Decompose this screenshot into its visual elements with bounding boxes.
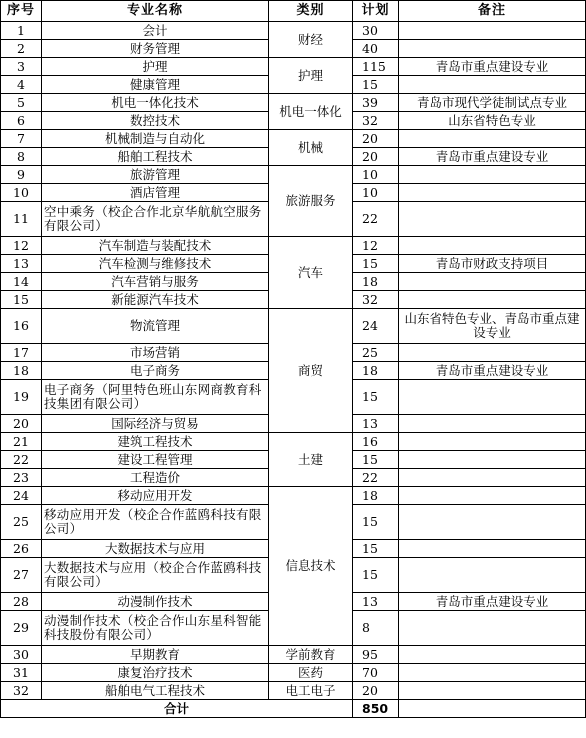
note-cell	[399, 540, 586, 558]
header-no: 序号	[1, 1, 42, 22]
plan-count: 18	[353, 487, 399, 505]
major-name: 船舶工程技术	[42, 148, 269, 166]
plan-count: 12	[353, 237, 399, 255]
note-cell: 青岛市财政支持项目	[399, 255, 586, 273]
row-no: 12	[1, 237, 42, 255]
total-note	[399, 700, 586, 718]
table-row	[1, 94, 586, 112]
note-cell	[399, 611, 586, 646]
table-row	[1, 58, 586, 76]
major-name: 康复治疗技术	[42, 664, 269, 682]
note-cell: 山东省特色专业	[399, 112, 586, 130]
note-cell: 青岛市重点建设专业	[399, 593, 586, 611]
total-label: 合计	[1, 700, 353, 718]
row-no: 25	[1, 505, 42, 540]
plan-count: 70	[353, 664, 399, 682]
row-no: 28	[1, 593, 42, 611]
category-cell: 土建	[269, 433, 353, 487]
category-cell: 电工电子	[269, 682, 353, 700]
row-no: 29	[1, 611, 42, 646]
plan-count: 15	[353, 558, 399, 593]
header-row	[1, 1, 586, 22]
plan-count: 15	[353, 76, 399, 94]
note-cell	[399, 166, 586, 184]
plan-count: 20	[353, 682, 399, 700]
major-name: 大数据技术与应用	[42, 540, 269, 558]
major-name: 早期教育	[42, 646, 269, 664]
major-name: 财务管理	[42, 40, 269, 58]
note-cell	[399, 344, 586, 362]
plan-count: 22	[353, 469, 399, 487]
row-no: 19	[1, 380, 42, 415]
note-cell	[399, 415, 586, 433]
note-cell	[399, 664, 586, 682]
major-name: 电子商务（阿里特色班山东网商教育科技集团有限公司）	[42, 380, 269, 415]
table-row	[1, 166, 586, 184]
row-no: 15	[1, 291, 42, 309]
plan-count: 40	[353, 40, 399, 58]
note-cell	[399, 40, 586, 58]
note-cell	[399, 22, 586, 40]
major-name: 汽车制造与装配技术	[42, 237, 269, 255]
major-name: 机械制造与自动化	[42, 130, 269, 148]
plan-count: 39	[353, 94, 399, 112]
row-no: 16	[1, 309, 42, 344]
major-name: 数控技术	[42, 112, 269, 130]
header-plan: 计划	[353, 1, 399, 22]
major-name: 建设工程管理	[42, 451, 269, 469]
row-no: 10	[1, 184, 42, 202]
row-no: 30	[1, 646, 42, 664]
plan-count: 18	[353, 273, 399, 291]
row-no: 2	[1, 40, 42, 58]
major-name: 机电一体化技术	[42, 94, 269, 112]
plan-count: 25	[353, 344, 399, 362]
major-name: 新能源汽车技术	[42, 291, 269, 309]
row-no: 3	[1, 58, 42, 76]
row-no: 22	[1, 451, 42, 469]
note-cell	[399, 76, 586, 94]
row-no: 11	[1, 202, 42, 237]
row-no: 31	[1, 664, 42, 682]
row-no: 18	[1, 362, 42, 380]
table-row	[1, 130, 586, 148]
plan-count: 13	[353, 415, 399, 433]
major-name: 市场营销	[42, 344, 269, 362]
major-name: 建筑工程技术	[42, 433, 269, 451]
plan-count: 15	[353, 380, 399, 415]
note-cell	[399, 505, 586, 540]
note-cell: 青岛市重点建设专业	[399, 58, 586, 76]
major-name: 大数据技术与应用（校企合作蓝鸥科技有限公司）	[42, 558, 269, 593]
row-no: 21	[1, 433, 42, 451]
plan-count: 24	[353, 309, 399, 344]
plan-count: 15	[353, 451, 399, 469]
row-no: 8	[1, 148, 42, 166]
table-row	[1, 309, 586, 344]
category-cell: 学前教育	[269, 646, 353, 664]
major-name: 健康管理	[42, 76, 269, 94]
table-row	[1, 237, 586, 255]
major-name: 移动应用开发（校企合作蓝鸥科技有限公司）	[42, 505, 269, 540]
plan-count: 8	[353, 611, 399, 646]
note-cell	[399, 646, 586, 664]
note-cell: 青岛市重点建设专业	[399, 148, 586, 166]
note-cell	[399, 682, 586, 700]
row-no: 1	[1, 22, 42, 40]
plan-count: 22	[353, 202, 399, 237]
note-cell	[399, 291, 586, 309]
plan-count: 13	[353, 593, 399, 611]
major-name: 船舶电气工程技术	[42, 682, 269, 700]
header-name: 专业名称	[42, 1, 269, 22]
plan-count: 20	[353, 130, 399, 148]
table-row	[1, 664, 586, 682]
major-name: 工程造价	[42, 469, 269, 487]
row-no: 17	[1, 344, 42, 362]
row-no: 23	[1, 469, 42, 487]
major-name: 酒店管理	[42, 184, 269, 202]
table-row	[1, 433, 586, 451]
major-name: 汽车营销与服务	[42, 273, 269, 291]
plan-count: 15	[353, 505, 399, 540]
category-cell: 商贸	[269, 309, 353, 433]
total-plan: 850	[353, 700, 399, 718]
major-name: 电子商务	[42, 362, 269, 380]
major-name: 旅游管理	[42, 166, 269, 184]
note-cell	[399, 451, 586, 469]
major-name: 汽车检测与维修技术	[42, 255, 269, 273]
row-no: 9	[1, 166, 42, 184]
header-note: 备注	[399, 1, 586, 22]
major-name: 空中乘务（校企合作北京华航航空服务有限公司）	[42, 202, 269, 237]
row-no: 6	[1, 112, 42, 130]
row-no: 26	[1, 540, 42, 558]
row-no: 32	[1, 682, 42, 700]
category-cell: 财经	[269, 22, 353, 58]
major-name: 会计	[42, 22, 269, 40]
note-cell	[399, 433, 586, 451]
plan-count: 10	[353, 184, 399, 202]
category-cell: 机电一体化	[269, 94, 353, 130]
category-cell: 信息技术	[269, 487, 353, 646]
table-row	[1, 22, 586, 40]
major-name: 护理	[42, 58, 269, 76]
plan-count: 18	[353, 362, 399, 380]
plan-count: 10	[353, 166, 399, 184]
row-no: 4	[1, 76, 42, 94]
category-cell: 汽车	[269, 237, 353, 309]
note-cell	[399, 469, 586, 487]
major-name: 动漫制作技术（校企合作山东星科智能科技股份有限公司）	[42, 611, 269, 646]
note-cell	[399, 558, 586, 593]
plan-count: 20	[353, 148, 399, 166]
major-name: 物流管理	[42, 309, 269, 344]
plan-count: 15	[353, 540, 399, 558]
row-no: 24	[1, 487, 42, 505]
note-cell	[399, 202, 586, 237]
note-cell: 青岛市现代学徒制试点专业	[399, 94, 586, 112]
header-category: 类别	[269, 1, 353, 22]
row-no: 14	[1, 273, 42, 291]
table-row	[1, 682, 586, 700]
note-cell: 青岛市重点建设专业	[399, 362, 586, 380]
plan-count: 115	[353, 58, 399, 76]
row-no: 13	[1, 255, 42, 273]
plan-count: 15	[353, 255, 399, 273]
plan-count: 16	[353, 433, 399, 451]
major-name: 动漫制作技术	[42, 593, 269, 611]
note-cell	[399, 273, 586, 291]
category-cell: 机械	[269, 130, 353, 166]
category-cell: 旅游服务	[269, 166, 353, 237]
table-row	[1, 487, 586, 505]
note-cell: 山东省特色专业、青岛市重点建设专业	[399, 309, 586, 344]
row-no: 20	[1, 415, 42, 433]
plan-count: 95	[353, 646, 399, 664]
category-cell: 医药	[269, 664, 353, 682]
plan-count: 30	[353, 22, 399, 40]
row-no: 5	[1, 94, 42, 112]
note-cell	[399, 130, 586, 148]
row-no: 7	[1, 130, 42, 148]
major-name: 国际经济与贸易	[42, 415, 269, 433]
note-cell	[399, 237, 586, 255]
note-cell	[399, 380, 586, 415]
major-name: 移动应用开发	[42, 487, 269, 505]
row-no: 27	[1, 558, 42, 593]
note-cell	[399, 184, 586, 202]
plan-count: 32	[353, 291, 399, 309]
plan-count: 32	[353, 112, 399, 130]
category-cell: 护理	[269, 58, 353, 94]
total-row	[1, 700, 586, 718]
note-cell	[399, 487, 586, 505]
table-row	[1, 646, 586, 664]
